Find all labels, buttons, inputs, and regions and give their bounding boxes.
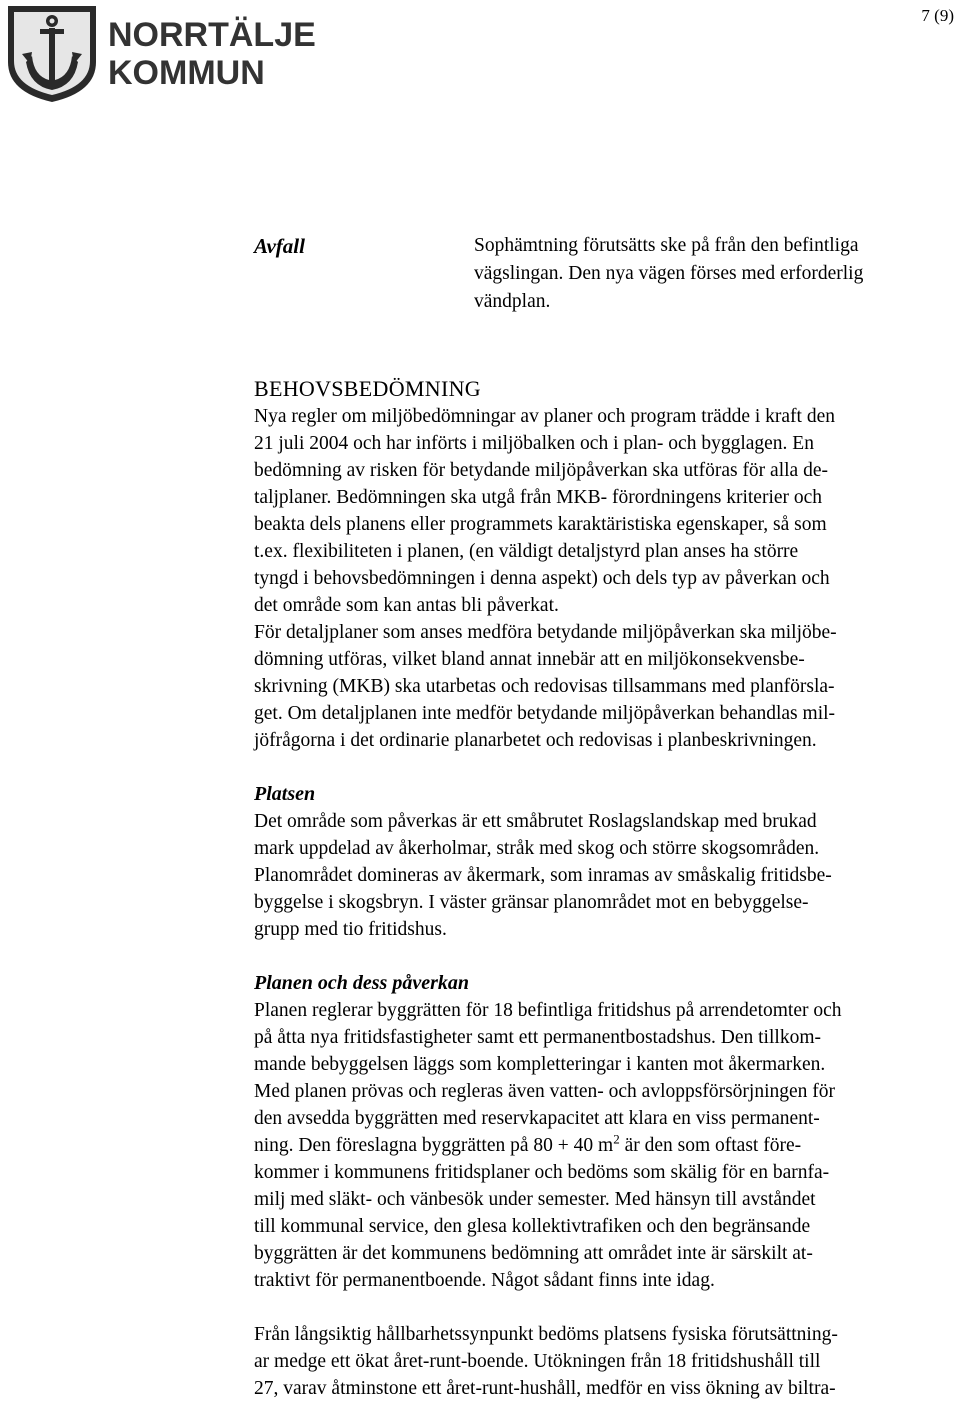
behovsbedomning-heading: BEHOVSBEDÖMNING [254,376,481,401]
platsen-heading: Platsen [254,783,316,805]
text-line: bedömning av risken för betydande miljöpåverkan ska utföras för alla de- [254,460,828,481]
municipality-logo [4,4,316,104]
text-line: get. Om detaljplanen inte medför betydande miljöpåverkan behandlas mil- [254,703,836,724]
text-line: traktivt för permanentboende. Något sådant finns inte idag. [254,1270,715,1291]
logo-text-line1: NORRTÄLJE [108,16,316,54]
superscript: 2 [613,1131,620,1147]
text-line: Planen reglerar byggrätten för 18 befintliga fritidshus på arrendetomter och [254,1000,842,1021]
main-content [254,375,960,1402]
page-header [0,0,960,110]
text-segment: är den som oftast före- [619,1135,802,1156]
text-line: tyngd i behovsbedömningen i denna aspekt) och dels typ av påverkan och [254,568,830,589]
text-line: vägslingan. Den nya vägen förses med erforderlig [474,263,864,284]
text-line: Med planen prövas och regleras även vatten- och avloppsförsörjningen för [254,1081,836,1102]
avfall-text [474,232,944,316]
text-line: dömning utföras, vilket bland annat innebär att en miljökonsekvensbe- [254,649,805,670]
planen-heading: Planen och dess påverkan [254,972,469,994]
text-line: Det område som påverkas är ett småbrutet Roslagslandskap med brukad [254,811,817,832]
text-line: mark uppdelad av åkerholmar, stråk med skog och större skogsområden. [254,838,820,859]
text-line: vändplan. [474,291,551,312]
text-line: Planområdet domineras av åkermark, som inramas av småskalig fritidsbe- [254,865,832,886]
text-line: För detaljplaner som anses medföra betydande miljöpåverkan ska miljöbe- [254,622,837,643]
text-line: det område som kan antas bli påverkat. [254,595,559,616]
text-line: byggrätten är det kommunens bedömning att området inte är särskilt at- [254,1243,813,1264]
text-line: jöfrågorna i det ordinarie planarbetet och redovisas i planbeskrivningen. [254,730,817,751]
text-line: Nya regler om miljöbedömningar av planer och program trädde i kraft den [254,406,836,427]
text-line: beakta dels planens eller programmets karaktäristiska egenskaper, så som [254,514,827,535]
avfall-label: Avfall [254,234,305,258]
page-number: 7 (9) [921,6,954,25]
text-line: mande bebyggelsen läggs som kompletteringar i kanten mot åkermarken. [254,1054,826,1075]
text-line-with-superscript [254,1132,960,1159]
hallbarhet-paragraph [254,1321,960,1402]
text-line: byggelse i skogsbryn. I väster gränsar planområdet mot en bebyggelse- [254,892,809,913]
text-line: Från långsiktig hållbarhetssynpunkt bedöms platsens fysiska förutsättning- [254,1324,838,1345]
text-line: Sophämtning förutsätts ske på från den befintliga [474,235,859,256]
text-line: 27, varav åtminstone ett året-runt-hushåll, medför en viss ökning av biltra- [254,1378,836,1399]
text-line: på åtta nya fritidsfastigheter samt ett permanentbostadshus. Den tillkom- [254,1027,821,1048]
text-line: milj med släkt- och vänbesök under semester. Med hänsyn till avståndet [254,1189,816,1210]
text-line: t.ex. flexibiliteten i planen, (en väldigt detaljstyrd plan anses ha större [254,541,799,562]
behovsbedomning-paragraph-1 [254,403,960,619]
text-line: kommer i kommunens fritidsplaner och bedöms som skälig för en barnfa- [254,1162,830,1183]
text-line: till kommunal service, den glesa kollektivtrafiken och den begränsande [254,1216,811,1237]
logo-text-line2: KOMMUN [108,54,265,92]
text-line: skrivning (MKB) ska utarbetas och redovisas tillsammans med planförsla- [254,676,835,697]
text-line: grupp med tio fritidshus. [254,919,447,940]
text-line: 21 juli 2004 och har införts i miljöbalken och i plan- och bygglagen. En [254,433,814,454]
planen-paragraph [254,997,960,1294]
platsen-paragraph [254,808,960,943]
text-line: den avsedda byggrätten med reservkapacitet att klara en viss permanent- [254,1108,820,1129]
text-line: taljplaner. Bedömningen ska utgå från MKB- förordningens kriterier och [254,487,823,508]
text-segment: ning. Den föreslagna byggrätten på 80 + 40 m [254,1135,614,1156]
behovsbedomning-paragraph-2 [254,619,960,754]
text-line: ar medge ett ökat året-runt-boende. Utökningen från 18 fritidshushåll till [254,1351,821,1372]
